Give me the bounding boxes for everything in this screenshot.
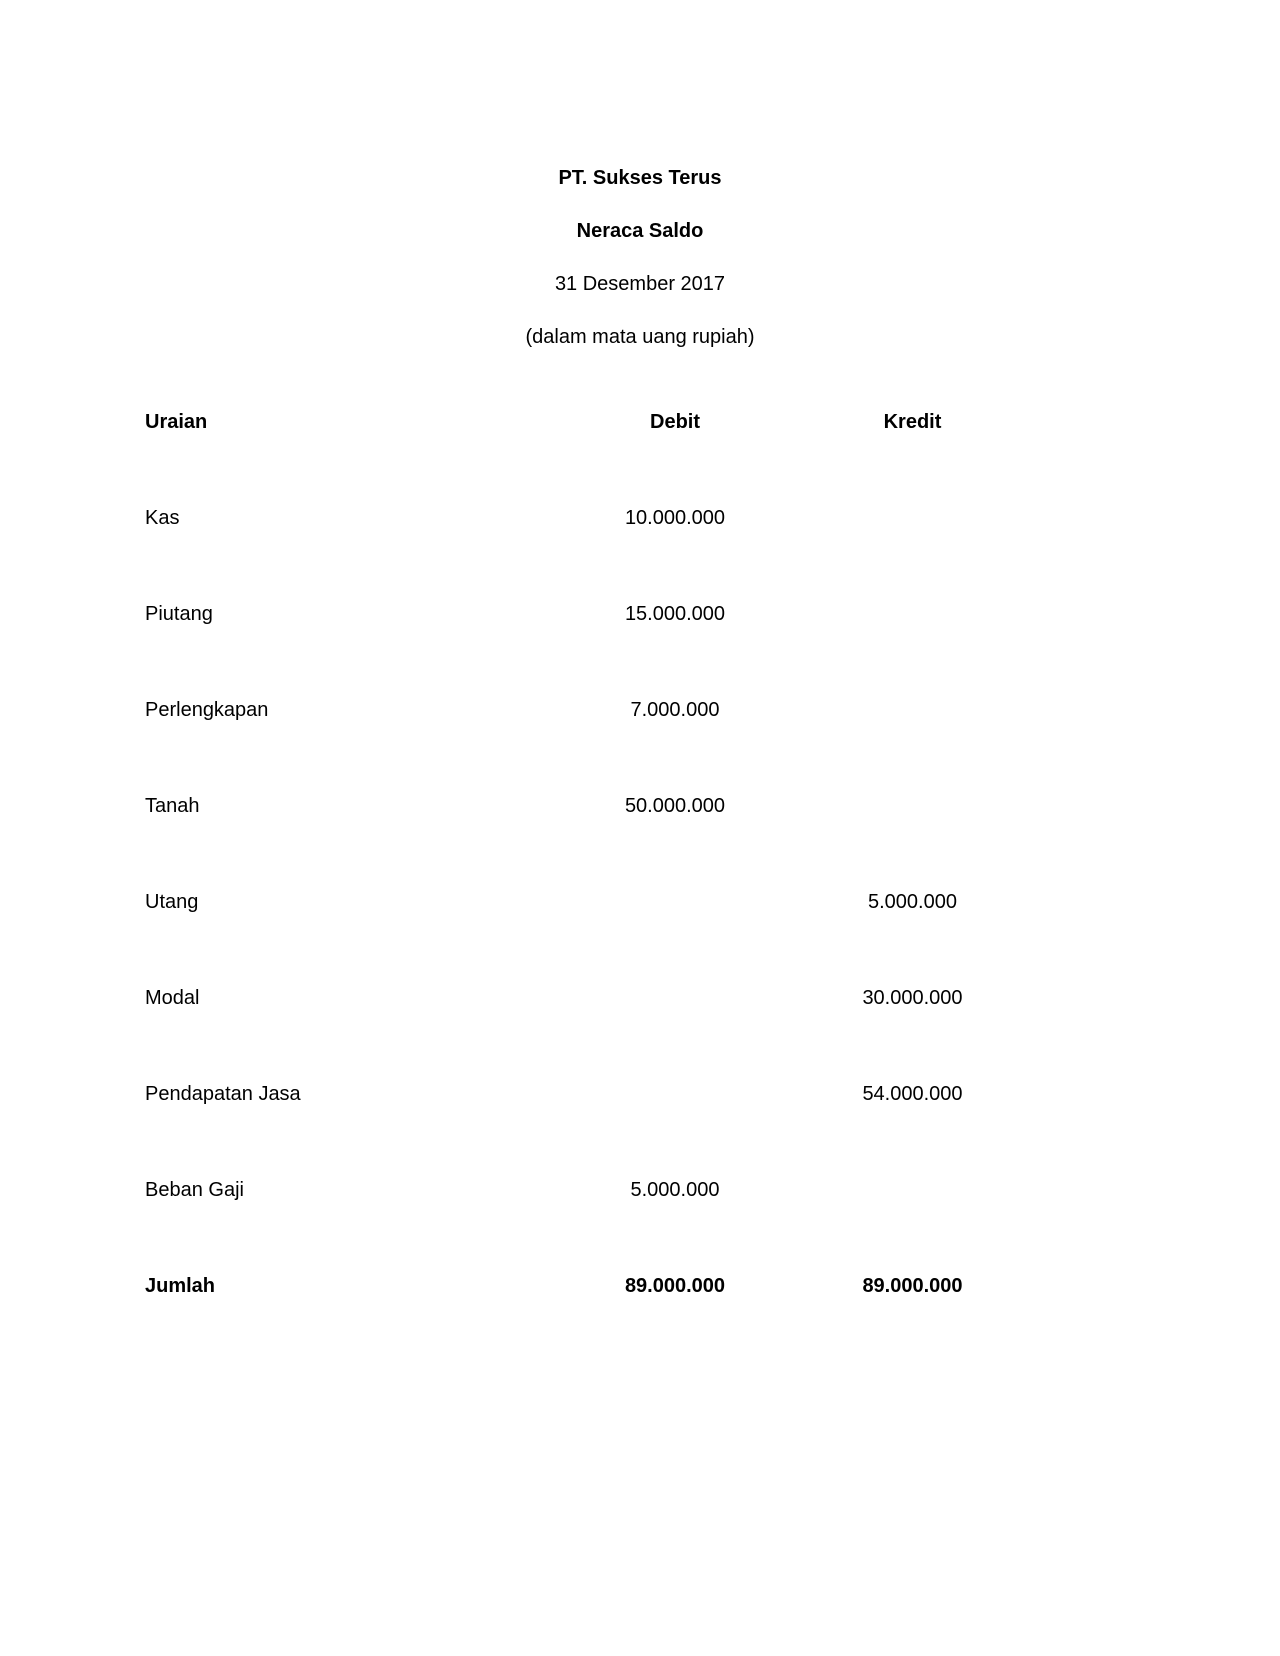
trial-balance-table bbox=[145, 374, 1000, 1334]
total-debit-value: 89.000.000 bbox=[624, 1274, 726, 1297]
total-kredit-value: 89.000.000 bbox=[862, 1274, 963, 1297]
table-row bbox=[145, 1046, 1000, 1142]
account-name: Piutang bbox=[145, 602, 213, 625]
table-total-row bbox=[145, 1238, 1000, 1334]
debit-value: 7.000.000 bbox=[630, 698, 720, 721]
header-uraian: Uraian bbox=[145, 410, 208, 433]
account-name: Perlengkapan bbox=[145, 698, 269, 721]
debit-value: 50.000.000 bbox=[624, 794, 726, 817]
account-name: Tanah bbox=[145, 794, 200, 817]
debit-value: 10.000.000 bbox=[624, 506, 726, 529]
account-name: Beban Gaji bbox=[145, 1178, 244, 1201]
account-name: Pendapatan Jasa bbox=[145, 1082, 301, 1105]
kredit-value: 54.000.000 bbox=[862, 1082, 963, 1105]
account-name: Utang bbox=[145, 890, 199, 913]
document-header bbox=[0, 152, 1280, 364]
table-header-row bbox=[145, 374, 1000, 470]
total-label: Jumlah bbox=[145, 1274, 216, 1297]
company-name: PT. Sukses Terus bbox=[558, 167, 722, 189]
account-name: Kas bbox=[145, 506, 180, 529]
kredit-value: 30.000.000 bbox=[862, 986, 963, 1009]
table-row bbox=[145, 854, 1000, 950]
header-debit: Debit bbox=[650, 410, 700, 433]
table-body bbox=[145, 470, 1000, 1238]
table-row bbox=[145, 950, 1000, 1046]
currency-note: (dalam mata uang rupiah) bbox=[525, 326, 755, 348]
report-title: Neraca Saldo bbox=[576, 220, 704, 242]
table-row bbox=[145, 470, 1000, 566]
table-row bbox=[145, 758, 1000, 854]
debit-value: 15.000.000 bbox=[624, 602, 726, 625]
report-date: 31 Desember 2017 bbox=[554, 273, 726, 295]
kredit-value: 5.000.000 bbox=[868, 890, 957, 913]
debit-value: 5.000.000 bbox=[630, 1178, 720, 1201]
header-kredit: Kredit bbox=[883, 410, 942, 433]
account-name: Modal bbox=[145, 986, 200, 1009]
table-row bbox=[145, 662, 1000, 758]
table-row bbox=[145, 1142, 1000, 1238]
table-row bbox=[145, 566, 1000, 662]
